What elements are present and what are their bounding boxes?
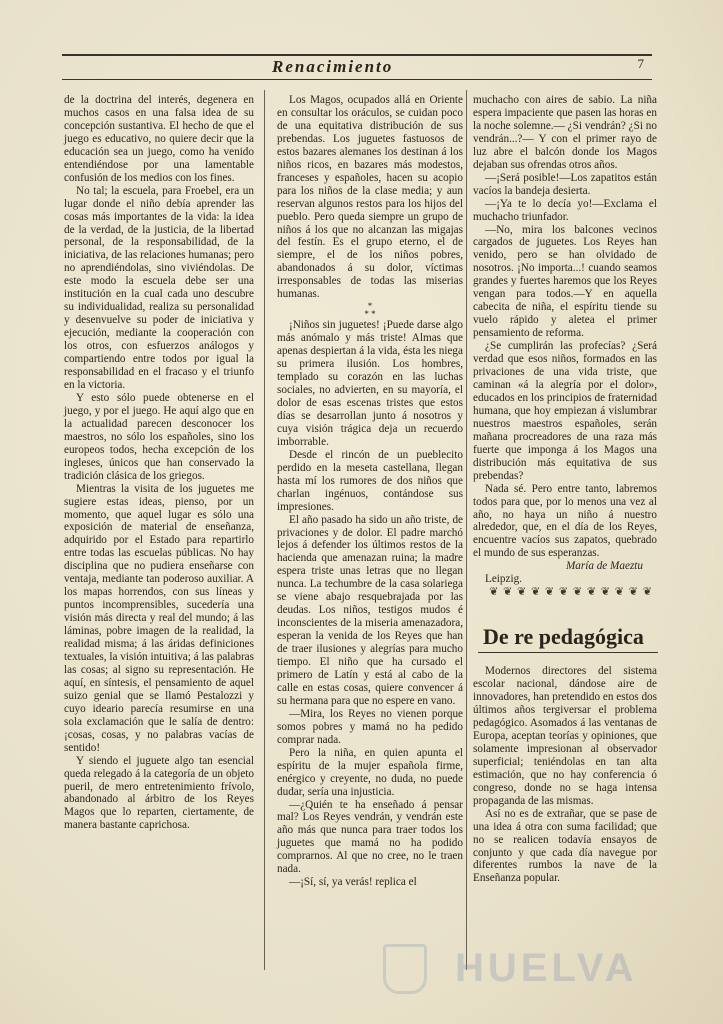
column-2 bbox=[277, 94, 463, 889]
paragraph: Y esto sólo puede obtenerse en el juego, y por el juego. He aquí algo que en la actualidad parecen desconocer los maestros, no sólo los españoles, sino los europeos todos, hecha excepción de los ingleses, únicos que han conservado la tradición clásica de los griegos. bbox=[64, 391, 254, 482]
paragraph: —Mira, los Reyes no vienen porque somos pobres y mamá no ha pedido comprar nada. bbox=[277, 707, 463, 746]
magazine-title: Renacimiento bbox=[272, 57, 394, 76]
paragraph: Mientras la visita de los juguetes me sugiere estas ideas, pienso, por un momento, que aquel lugar es sólo una exposición de material de enseñanza, adquirido por el Estado para repartirlo entre todas las escuelas públicas. No hay disciplina que no pudiera enseñarse con ventaja, mediante tan poderoso auxiliar. A los mapas horrendos, con sus líneas y puntos incomprensibles, sucedería una visión más directa y real del mundo; á las láminas, pobre imagen de la realidad, la realidad misma; á las áridas definiciones textuales, la visión intuitiva; á las palabras las cosas; al signo su representación. He aquí, en síntesis, el pensamiento de aquel suizo genial que se llamó Pestalozzi y cuyo ideario parecía resumirse en una sola exclamación que le salía de dentro: ¡cosas, cosas, y no palabras vacías de sentido! bbox=[64, 482, 254, 754]
paragraph: No tal; la escuela, para Froebel, era un lugar donde el niño debía aprender las cosas más importantes de la vida: la idea de la verdad, de la justicia, de la libertad personal, de la responsabilidad, de la iniciativa, de las relaciones humanas; pero no aprendiéndolas, sino viviéndolas. De este modo la escuela debe ser una institución en la cual cada uno descubre su individualidad, realiza su personalidad y desenvuelve su poder de iniciativa y ejecución, mediante la cooperación con los otros, con esfuerzos análogos y compartiendo entre todos por igual la responsabilidad en el fracaso y el triunfo en la victoria. bbox=[64, 184, 254, 391]
paragraph: —¿Quién te ha enseñado á pensar mal? Los Reyes vendrán, y vendrán este año más que nunca para traer todos los juguetes que mamá no ha podido comprarnos. Al que no cree, no le traen nada. bbox=[277, 798, 463, 876]
column-divider-2 bbox=[466, 90, 467, 970]
paragraph: Desde el rincón de un pueblecito perdido en la meseta castellana, llegan hasta mí los rumores de dos niños que charlan ingénuos, contándose sus impresiones. bbox=[277, 448, 463, 513]
paragraph: —No, mira los balcones vecinos cargados de juguetes. Los Reyes han venido, pero se han olvidado de nosotros. ¡No importa...! cuando seamos grandes y fuertes haremos que los Reyes vengan para todos.—Y en aquella cabecita de niña, el espíritu tiende su vuelo rápido y aletea el primer pensamiento de reforma. bbox=[473, 223, 657, 340]
dateline-place: Leipzig. bbox=[485, 573, 522, 586]
paragraph: ¡Niños sin juguetes! ¡Puede darse algo más anómalo y más triste! Almas que apenas despiertan á la vida, ésta les niega su primera ilusión. Los hombres, templado su corazón en las luchas sociales, no advierten, en su mayoría, el dolor de esas escenas tristes que estos días se desarrollan junto á nosotros y cuya visión trágica deja un recuerdo imborrable. bbox=[277, 319, 463, 448]
paragraph: Y siendo el juguete algo tan esencial queda relegado á la categoría de un objeto pueril, de mero entretenimiento frívolo, abandonado al árbitro de los Reyes Magos que lo reparten, ciertamente, de manera bastante caprichosa. bbox=[64, 754, 254, 832]
paragraph: de la doctrina del interés, degenera en muchos casos en una falsa idea de su concepción sustantiva. El hecho de que el juego es educativo, no quiere decir que la educación sea un juego, como ha venido entendiéndose por una lamentable confusión de los medios con los fines. bbox=[64, 94, 254, 184]
paragraph: Modernos directores del sistema escolar nacional, dándose aire de innovadores, han pretendido en estos dos últimos años tergiversar el problema pedagógico. Asomados á las ventanas de Europa, aceptan teorías y opiniones, que solamente impresionan al observador superficial; teniéndolas en tan alta estimación, que no hay conferencia ó congreso, donde no se haga intensa propaganda de las mismas. bbox=[473, 665, 657, 807]
paragraph: —¡Sí, sí, ya verás! replica el bbox=[289, 876, 417, 889]
section-rule bbox=[478, 652, 658, 653]
page-header bbox=[62, 48, 652, 84]
paragraph: muchacho con aires de sabio. La niña espera impaciente que pasen las horas en la noche solemne.— ¿Si vendrán? ¿Si no vendrán...?— Y con el primer rayo de luz abre el balcón donde los Magos dejaban sus ofrendas otros años. bbox=[473, 94, 657, 171]
column-3 bbox=[473, 94, 657, 885]
page-number: 7 bbox=[637, 56, 644, 71]
paragraph: —¡Será posible!—Los zapatitos están vacíos la bandeja desierta. bbox=[473, 171, 657, 197]
column-divider-1 bbox=[264, 90, 265, 970]
paragraph: —¡Ya te lo decía yo!—Exclama el muchacho triunfador. bbox=[473, 197, 657, 223]
ornament-divider: ❦ ❦ ❦ ❦ ❦ ❦ ❦ ❦ ❦ ❦ ❦ ❦ bbox=[489, 586, 653, 599]
paragraph: El año pasado ha sido un año triste, de privaciones y de dolor. El padre marchó lejos á defender los últimos restos de la hacienda que amenazan ruina; la madre espera triste unas letras que no llegan nunca. La techumbre de la casa solariega se viene abajo resquebrajada por las deudas. Los niños, testigos mudos é inconscientes de la miseria amenazadora, esperan la venida de los Reyes que han de traer ilusiones y alegrías para mucho tiempo. El niño que ha cursado el primero de Latín y está al cabo de la calle en estas cosas, quiere convencer á su hermana para que no espere en vano. bbox=[277, 513, 463, 707]
paragraph: Así no es de extrañar, que se pase de una idea á otra con suma facilidad; que no se realicen todavía ensayos de conjunto y que cada día navegue por diferentes rumbos la nave de la Enseñanza popular. bbox=[473, 807, 657, 885]
watermark-seal-icon bbox=[383, 944, 427, 994]
paragraph: ¿Se cumplirán las profecías? ¿Será verdad que esos niños, formados en las privaciones de una vida triste, que caminan «á la alegría por el dolor», educados en los principios de fraternidad humana, que hoy empiezan á vislumbrar nuestros maestros españoles, serán mañana procreadores de una raza más fuerte que imponga á los Magos una distribución más equitativa de sus prebendas? bbox=[473, 340, 657, 482]
paragraph: Pero la niña, en quien apunta el espíritu de la mujer española firme, enérgico y creyente, no duda, no puede dudar, sería una injusticia. bbox=[277, 746, 463, 798]
author-signature: María de Maeztu bbox=[565, 560, 643, 573]
header-rule-bottom bbox=[62, 79, 652, 80]
paragraph: Nada sé. Pero entre tanto, labremos todos para que, por lo menos una vez al año, no haya un niño á nuestro alrededor, que, en el día de los Reyes, encuentre vacíos sus zapatos, quebrado el mundo de sus esperanzas. bbox=[473, 482, 657, 560]
watermark: HUELVA bbox=[455, 946, 638, 990]
asterism-divider: * * * bbox=[364, 301, 376, 320]
section-title: De re pedagógica bbox=[483, 624, 644, 650]
paragraph: Los Magos, ocupados allá en Oriente en consultar los oráculos, se cuidan poco de una equitativa distribución de sus prebendas. Los juguetes fastuosos de estos bazares alemanes los destinan á los niños ricos, en bazares más modestos, franceses y españoles, hacen su acopio para los niños de la clase media; y aun reservan algunos restos para los hijos del pueblo. Pero queda siempre un grupo de niños á los que no alcanzan las migajas del festín. Es el grupo eterno, el de siempre, el de los niños pobres, abandonados á su dolor, víctimas irresponsables de todas las miserias humanas. bbox=[277, 94, 463, 301]
header-rule-top bbox=[62, 54, 652, 56]
column-1 bbox=[64, 94, 254, 832]
